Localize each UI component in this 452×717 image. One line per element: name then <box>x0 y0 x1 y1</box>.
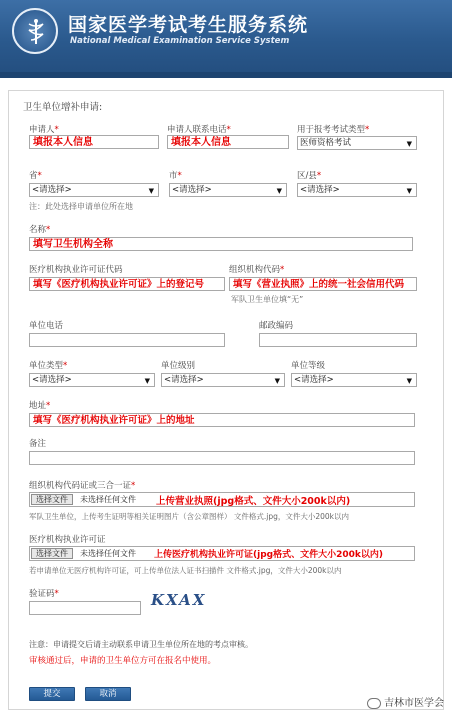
chevron-down-icon: ▼ <box>144 377 150 385</box>
org-code-note: 军队卫生单位填“无” <box>231 295 304 304</box>
license-cert-label: 医疗机构执业许可证 <box>29 535 106 545</box>
org-code-input[interactable]: 填写《营业执照》上的统一社会信用代码 <box>229 277 417 291</box>
captcha-image[interactable]: KXAX <box>151 591 207 609</box>
chevron-down-icon: ▼ <box>148 187 154 195</box>
name-label: 名称* <box>29 225 51 235</box>
license-code-label: 医疗机构执业许可证代码 <box>29 265 123 275</box>
applicant-input[interactable]: 填报本人信息 <box>29 135 159 149</box>
chevron-down-icon: ▼ <box>406 187 412 195</box>
name-input[interactable]: 填写卫生机构全称 <box>29 237 413 251</box>
org-cert-choose-button[interactable]: 选择文件 <box>31 494 73 505</box>
district-label: 区/县* <box>297 171 322 181</box>
license-cert-note: 若申请单位无医疗机构许可证，可上传单位法人证书扫描件 文件格式.jpg，文件大小200k以内 <box>29 566 342 575</box>
supplement-form <box>8 90 444 710</box>
postcode-label: 邮政编码 <box>259 321 294 331</box>
cancel-button[interactable]: 取消 <box>85 687 131 701</box>
org-cert-file-input[interactable] <box>29 492 415 507</box>
wechat-icon <box>367 698 381 709</box>
exam-type-select[interactable]: 医师资格考试 ▼ <box>297 136 417 150</box>
org-cert-label: 组织机构代码证或三合一证* <box>29 481 136 491</box>
license-code-input[interactable]: 填写《医疗机构执业许可证》上的登记号 <box>29 277 225 291</box>
footer-note-2: 审核通过后，申请的卫生单位方可在报名中使用。 <box>29 656 217 666</box>
district-select[interactable]: <请选择> ▼ <box>297 183 417 197</box>
site-header <box>0 0 452 78</box>
caduceus-icon <box>23 18 49 46</box>
unit-level-select[interactable]: <请选择> ▼ <box>161 373 285 387</box>
system-title: 国家医学考试考生服务系统 <box>68 14 309 36</box>
unit-category-select[interactable]: <请选择> ▼ <box>29 373 155 387</box>
section-title: 卫生单位增补申请: <box>23 102 103 113</box>
unit-phone-input[interactable] <box>29 333 225 347</box>
phone-label: 申请人联系电话* <box>167 125 231 135</box>
province-label: 省* <box>29 171 42 181</box>
unit-grade-select[interactable]: <请选择> ▼ <box>291 373 417 387</box>
license-cert-file-input[interactable] <box>29 546 415 561</box>
license-cert-choose-button[interactable]: 选择文件 <box>31 548 73 559</box>
postcode-input[interactable] <box>259 333 417 347</box>
location-note: 注：此处选择申请单位所在地 <box>29 202 133 211</box>
province-select[interactable]: <请选择> ▼ <box>29 183 159 197</box>
chevron-down-icon: ▼ <box>276 187 282 195</box>
logo <box>12 8 58 54</box>
org-code-label: 组织机构代码* <box>229 265 285 275</box>
org-cert-file-status: 未选择任何文件 <box>80 495 136 504</box>
unit-category-label: 单位类型* <box>29 361 68 371</box>
submit-button[interactable]: 提交 <box>29 687 75 701</box>
system-subtitle: National Medical Examination Service System <box>70 36 290 46</box>
org-cert-hint: 上传营业执照(jpg格式、文件大小200k以内) <box>156 496 351 507</box>
org-cert-note: 军队卫生单位，上传考生证明等相关证明图片（含公章图样） 文件格式.jpg，文件大小200k以内 <box>29 512 350 521</box>
chevron-down-icon: ▼ <box>406 140 412 148</box>
city-label: 市* <box>169 171 182 181</box>
exam-type-label: 用于报考考试类型* <box>297 125 370 135</box>
license-cert-file-status: 未选择任何文件 <box>80 549 136 558</box>
city-select[interactable]: <请选择> ▼ <box>169 183 287 197</box>
chevron-down-icon: ▼ <box>274 377 280 385</box>
remarks-input[interactable] <box>29 451 415 465</box>
address-input[interactable]: 填写《医疗机构执业许可证》上的地址 <box>29 413 415 427</box>
phone-input[interactable]: 填报本人信息 <box>167 135 289 149</box>
captcha-input[interactable] <box>29 601 141 615</box>
footer-note-1: 注意：申请提交后请主动联系申请卫生单位所在地的考点审核。 <box>29 640 253 649</box>
chevron-down-icon: ▼ <box>406 377 412 385</box>
address-label: 地址* <box>29 401 51 411</box>
unit-grade-label: 单位等级 <box>291 361 326 371</box>
applicant-label: 申请人* <box>29 125 59 135</box>
captcha-label: 验证码* <box>29 589 59 599</box>
watermark: 吉林市医学会 <box>367 694 444 709</box>
license-cert-hint: 上传医疗机构执业许可证(jpg格式、文件大小200k以内) <box>154 550 383 560</box>
unit-level-label: 单位级别 <box>161 361 196 371</box>
unit-phone-label: 单位电话 <box>29 321 64 331</box>
remarks-label: 备注 <box>29 439 47 449</box>
